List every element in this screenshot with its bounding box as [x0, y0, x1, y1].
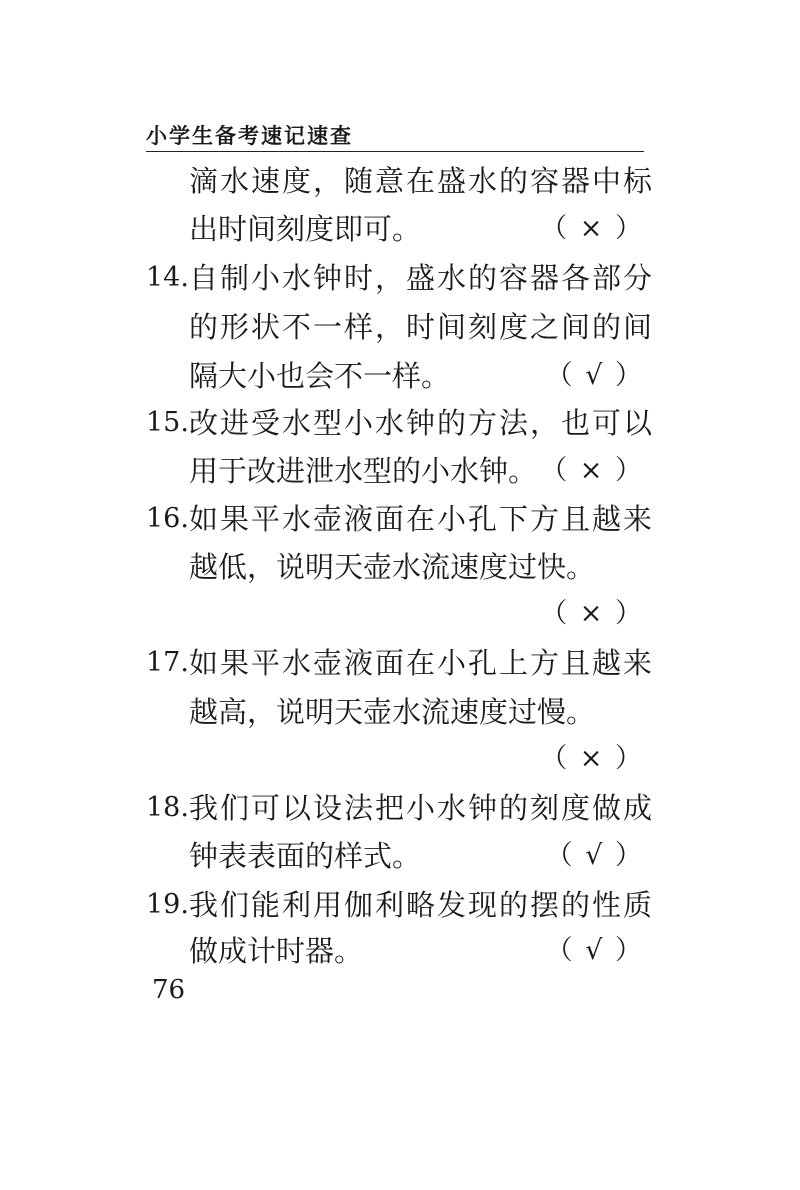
item-number: 17. — [146, 647, 189, 678]
item-number: 16. — [146, 503, 189, 534]
item-line-1: 改进受水型小水钟的方法，也可以 — [189, 406, 655, 440]
answer-mark: （ × ） — [540, 455, 644, 486]
answer-mark: （ √ ） — [545, 935, 644, 966]
item-line-1: 如果平水壶液面在小孔下方且越来 — [189, 502, 655, 536]
item-number: 14. — [146, 262, 189, 293]
item-line-3: 隔大小也会不一样。 — [189, 359, 451, 393]
answer-mark: （ × ） — [540, 743, 644, 774]
answer-mark: （ × ） — [540, 598, 644, 629]
item-line-2: 的形状不一样，时间刻度之间的间 — [189, 310, 655, 344]
continuation-line-2: 出时间刻度即可。 — [189, 212, 422, 246]
item-line-2: 钟表表面的样式。 — [189, 839, 422, 873]
header-rule — [146, 151, 644, 152]
item-line-1: 我们可以设法把小水钟的刻度做成 — [189, 791, 655, 825]
answer-mark: （ × ） — [540, 213, 644, 244]
item-line-2: 越高，说明天壶水流速度过慢。 — [189, 695, 596, 729]
answer-mark: （ √ ） — [545, 360, 644, 391]
item-line-1: 自制小水钟时，盛水的容器各部分 — [189, 261, 655, 295]
item-number: 18. — [146, 792, 189, 823]
running-header: 小学生备考速记速查 — [146, 124, 353, 148]
page-number: 76 — [152, 975, 186, 1005]
item-line-2: 做成计时器。 — [189, 934, 364, 968]
item-line-1: 如果平水壶液面在小孔上方且越来 — [189, 646, 655, 680]
item-number: 15. — [146, 407, 189, 438]
continuation-line-1: 滴水速度，随意在盛水的容器中标 — [189, 164, 655, 198]
item-number: 19. — [146, 889, 189, 920]
item-line-1: 我们能利用伽利略发现的摆的性质 — [189, 888, 655, 922]
item-line-2: 用于改进泄水型的小水钟。 — [189, 454, 538, 488]
item-line-2: 越低，说明天壶水流速度过快。 — [189, 550, 596, 584]
answer-mark: （ √ ） — [545, 840, 644, 871]
